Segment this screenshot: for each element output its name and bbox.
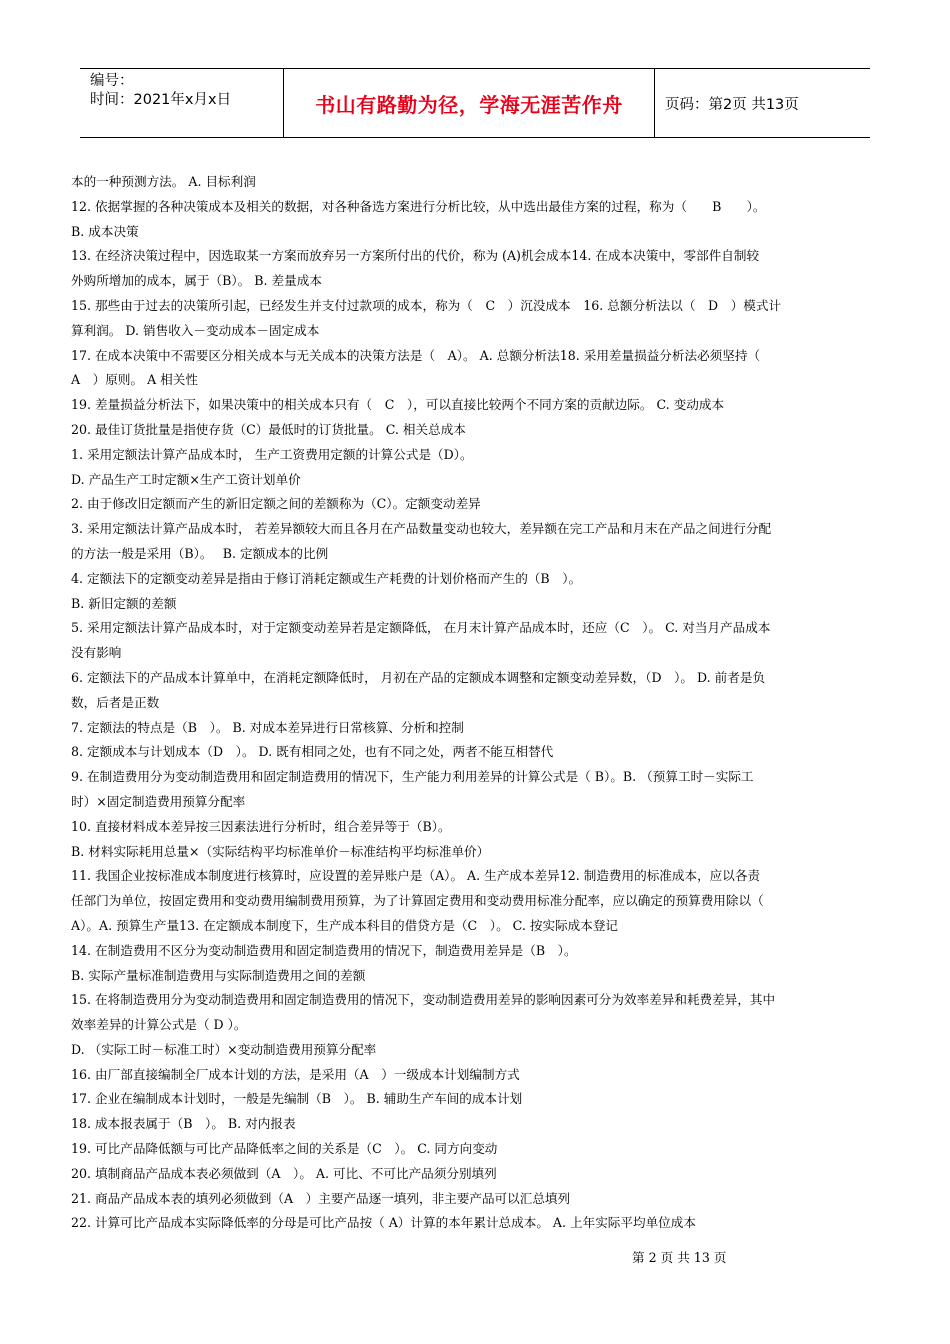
text-line: B. 实际产量标准制造费用与实际制造费用之间的差额 bbox=[71, 967, 366, 983]
text-line: 19. 可比产品降低额与可比产品降低率之间的关系是（C ）。 C. 同方向变动 bbox=[71, 1141, 498, 1157]
text-line: 时）×固定制造费用预算分配率 bbox=[71, 793, 246, 809]
text-line: 17. 在成本决策中不需要区分相关成本与无关成本的决策方法是（ A）。 A. 总额分析法18. 采用差量损益分析法必须坚持（ bbox=[71, 347, 761, 363]
text-line: 20. 最佳订货批量是指使存货（C）最低时的订货批量。 C. 相关总成本 bbox=[71, 421, 466, 437]
header-page-info: 页码：第2页 共13页 bbox=[665, 96, 799, 113]
text-line: 15. 那些由于过去的决策所引起，已经发生并支付过款项的成本，称为（ C ）沉没成本 16. 总额分析法以（ D ）模式计 bbox=[71, 297, 782, 313]
text-line: 7. 定额法的特点是（B ）。 B. 对成本差异进行日常核算、分析和控制 bbox=[71, 719, 464, 735]
text-line: 18. 成本报表属于（B ）。 B. 对内报表 bbox=[71, 1116, 296, 1132]
text-line: D. 产品生产工时定额×生产工资计划单价 bbox=[71, 471, 301, 487]
text-line: 11. 我国企业按标准成本制度进行核算时，应设置的差异账户是（A）。 A. 生产成本差异12. 制造费用的标准成本，应以各责 bbox=[71, 868, 761, 884]
document-number-label: 编号： bbox=[90, 73, 134, 89]
text-line: 22. 计算可比产品成本实际降低率的分母是可比产品按（ A）计算的本年累计总成本。 A. 上年实际平均单位成本 bbox=[71, 1215, 696, 1231]
text-line: 6. 定额法下的产品成本计算单中，在消耗定额降低时， 月初在产品的定额成本调整和定额变动差异数，（D ）。 D. 前者是负 bbox=[71, 669, 766, 685]
text-line: 9. 在制造费用分为变动制造费用和固定制造费用的情况下，生产能力利用差异的计算公式是（ B）。B. （预算工时－实际工 bbox=[71, 769, 754, 785]
text-line: B. 新旧定额的差额 bbox=[71, 595, 177, 611]
text-line: A）。A. 预算生产量13. 在定额成本制度下，生产成本科目的借贷方是（C ）。 C. 按实际成本登记 bbox=[71, 917, 619, 933]
text-line: 任部门为单位，按固定费用和变动费用编制费用预算，为了计算固定费用和变动费用标准分配率，应以确定的预算费用除以（ bbox=[71, 893, 764, 909]
text-line: 20. 填制商品产品成本表必须做到（A ）。 A. 可比、不可比产品须分别填列 bbox=[71, 1165, 497, 1181]
document-body bbox=[71, 170, 881, 1236]
header-motto: 书山有路勤为径，学海无涯苦作舟 bbox=[315, 92, 623, 117]
text-line: 14. 在制造费用不区分为变动制造费用和固定制造费用的情况下，制造费用差异是（B ）。 bbox=[71, 942, 577, 958]
text-line: 19. 差量损益分析法下，如果决策中的相关成本只有（ C ），可以直接比较两个不同方案的贡献边际。 C. 变动成本 bbox=[71, 397, 725, 413]
text-line: 的方法一般是采用（B）。 B. 定额成本的比例 bbox=[71, 545, 329, 561]
text-line: 4. 定额法下的定额变动差异是指由于修订消耗定额或生产耗费的计划价格而产生的（B ）。 bbox=[71, 570, 582, 586]
text-line: 算利润。 D. 销售收入－变动成本－固定成本 bbox=[71, 322, 320, 338]
text-line: 12. 依据掌握的各种决策成本及相关的数据，对各种备选方案进行分析比较，从中选出最佳方案的过程，称为（ B ）。 bbox=[71, 198, 766, 214]
document-time-label: 时间：2021年x月x日 bbox=[90, 92, 232, 108]
header-motto-cell bbox=[283, 69, 655, 137]
text-line: B. 材料实际耗用总量×（实际结构平均标准单价－标准结构平均标准单价） bbox=[71, 843, 490, 859]
text-line: 13. 在经济决策过程中，因选取某一方案而放弃另一方案所付出的代价，称为 (A)机会成本14. 在成本决策中，零部件自制较 bbox=[71, 248, 760, 264]
page-header bbox=[80, 68, 870, 138]
text-line: 本的一种预测方法。 A. 目标利润 bbox=[71, 174, 256, 189]
text-line: 效率差异的计算公式是（ D ）。 bbox=[71, 1017, 247, 1033]
text-line: 17. 企业在编制成本计划时，一般是先编制（B ）。 B. 辅助生产车间的成本计划 bbox=[71, 1091, 523, 1107]
text-line: 21. 商品产品成本表的填列必须做到（A ）主要产品逐一填列，非主要产品可以汇总填列 bbox=[71, 1190, 571, 1206]
text-line: 外购所增加的成本，属于（B）。 B. 差量成本 bbox=[71, 273, 322, 289]
text-line: 2. 由于修改旧定额而产生的新旧定额之间的差额称为（C）。定额变动差异 bbox=[71, 496, 481, 512]
text-line: 15. 在将制造费用分为变动制造费用和固定制造费用的情况下，变动制造费用差异的影响因素可分为效率差异和耗费差异，其中 bbox=[71, 992, 776, 1008]
page-footer: 第 2 页 共 13 页 bbox=[632, 1250, 727, 1265]
text-line: 10. 直接材料成本差异按三因素法进行分析时，组合差异等于（B）。 bbox=[71, 818, 451, 834]
header-page-cell bbox=[655, 69, 870, 137]
text-line: 5. 采用定额法计算产品成本时，对于定额变动差异若是定额降低， 在月末计算产品成本时，还应（C ）。 C. 对当月产品成本 bbox=[71, 620, 771, 636]
text-line: B. 成本决策 bbox=[71, 223, 139, 239]
text-line: 3. 采用定额法计算产品成本时， 若差异额较大而且各月在产品数量变动也较大，差异额在完工产品和月末在产品之间进行分配 bbox=[71, 521, 772, 537]
text-line: 1. 采用定额法计算产品成本时， 生产工资费用定额的计算公式是（D）。 bbox=[71, 446, 473, 462]
text-line: A ）原则。 A 相关性 bbox=[71, 372, 198, 388]
text-line: 没有影响 bbox=[71, 645, 122, 661]
text-line: 数，后者是正数 bbox=[71, 694, 160, 710]
text-line: D. （实际工时－标准工时）×变动制造费用预算分配率 bbox=[71, 1041, 377, 1057]
header-meta bbox=[80, 69, 283, 137]
text-line: 8. 定额成本与计划成本（D ）。 D. 既有相同之处，也有不同之处，两者不能互相替代 bbox=[71, 744, 554, 760]
text-line: 16. 由厂部直接编制全厂成本计划的方法，是采用（A ）一级成本计划编制方式 bbox=[71, 1066, 520, 1082]
